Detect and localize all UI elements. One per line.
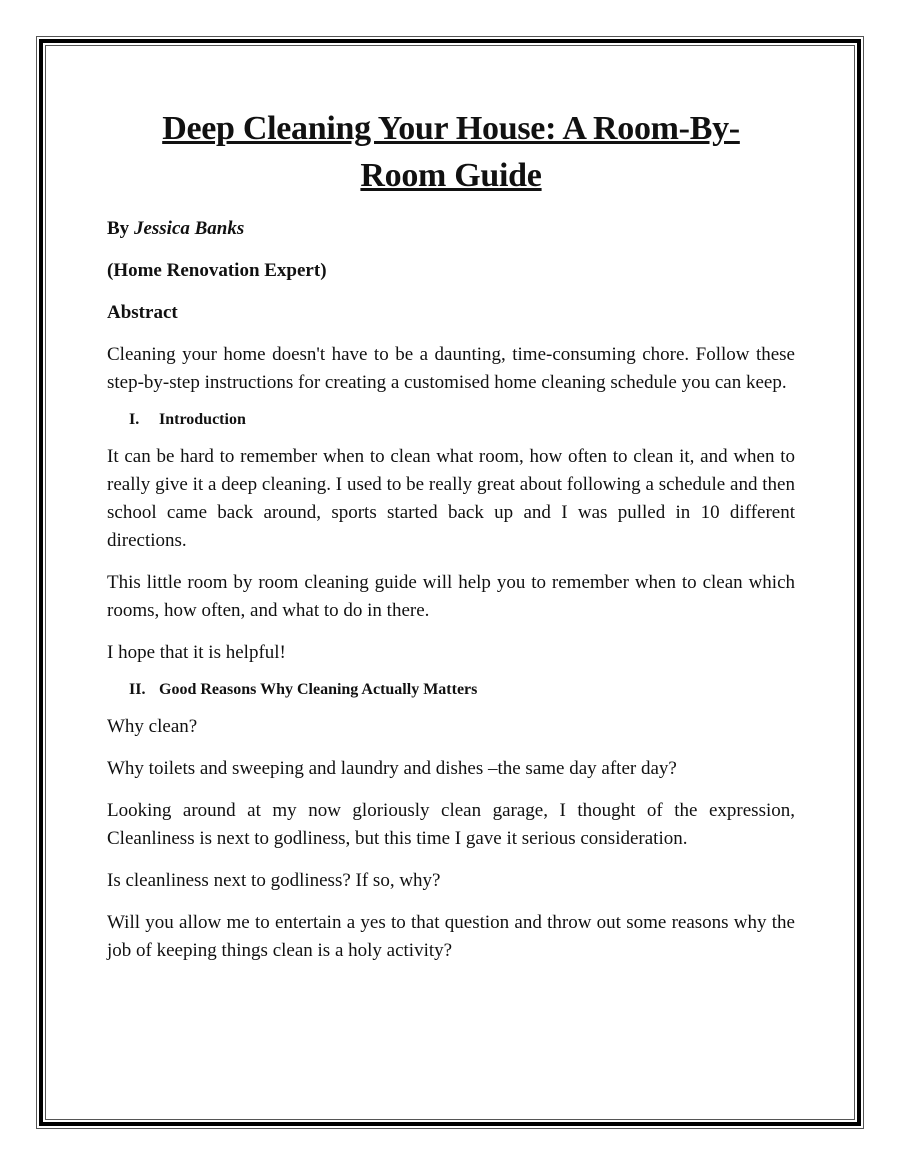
paragraph: This little room by room cleaning guide will help you to remember when to clean which rooms, how often, and what to do in there. bbox=[107, 572, 795, 621]
section-heading-introduction bbox=[107, 411, 795, 429]
byline-prefix: By bbox=[107, 218, 130, 239]
document-body bbox=[107, 105, 795, 979]
section-number: I. bbox=[129, 411, 140, 428]
paragraph: Looking around at my now gloriously clean garage, I thought of the expression, Cleanliness is next to godliness, but this time I gave it serious consideration. bbox=[107, 800, 795, 849]
section-number: II. bbox=[129, 681, 146, 698]
section-title: Introduction bbox=[159, 411, 246, 428]
paragraph: Why clean? bbox=[107, 716, 198, 737]
paragraph: Is cleanliness next to godliness? If so, why? bbox=[107, 870, 441, 891]
paragraph: Why toilets and sweeping and laundry and dishes –the same day after day? bbox=[107, 758, 677, 779]
abstract-heading: Abstract bbox=[107, 302, 178, 323]
document-title: Deep Cleaning Your House: A Room-By-Room Guide bbox=[162, 110, 740, 194]
abstract-text: Cleaning your home doesn't have to be a daunting, time-consuming chore. Follow these step-by-step instructions for creating a customised home cleaning schedule you can keep. bbox=[107, 344, 795, 393]
paragraph: It can be hard to remember when to clean what room, how often to clean it, and when to really give it a deep cleaning. I used to be really great about following a schedule and then school came back around, sports started back up and I was pulled in 10 different directions. bbox=[107, 446, 795, 551]
paragraph: I hope that it is helpful! bbox=[107, 642, 286, 663]
paragraph: Will you allow me to entertain a yes to that question and throw out some reasons why the job of keeping things clean is a holy activity? bbox=[107, 912, 795, 961]
author-role: (Home Renovation Expert) bbox=[107, 260, 327, 281]
section-heading-good-reasons bbox=[107, 681, 795, 699]
byline bbox=[107, 215, 795, 243]
section-title: Good Reasons Why Cleaning Actually Matters bbox=[159, 681, 478, 698]
author-name: Jessica Banks bbox=[133, 218, 245, 239]
